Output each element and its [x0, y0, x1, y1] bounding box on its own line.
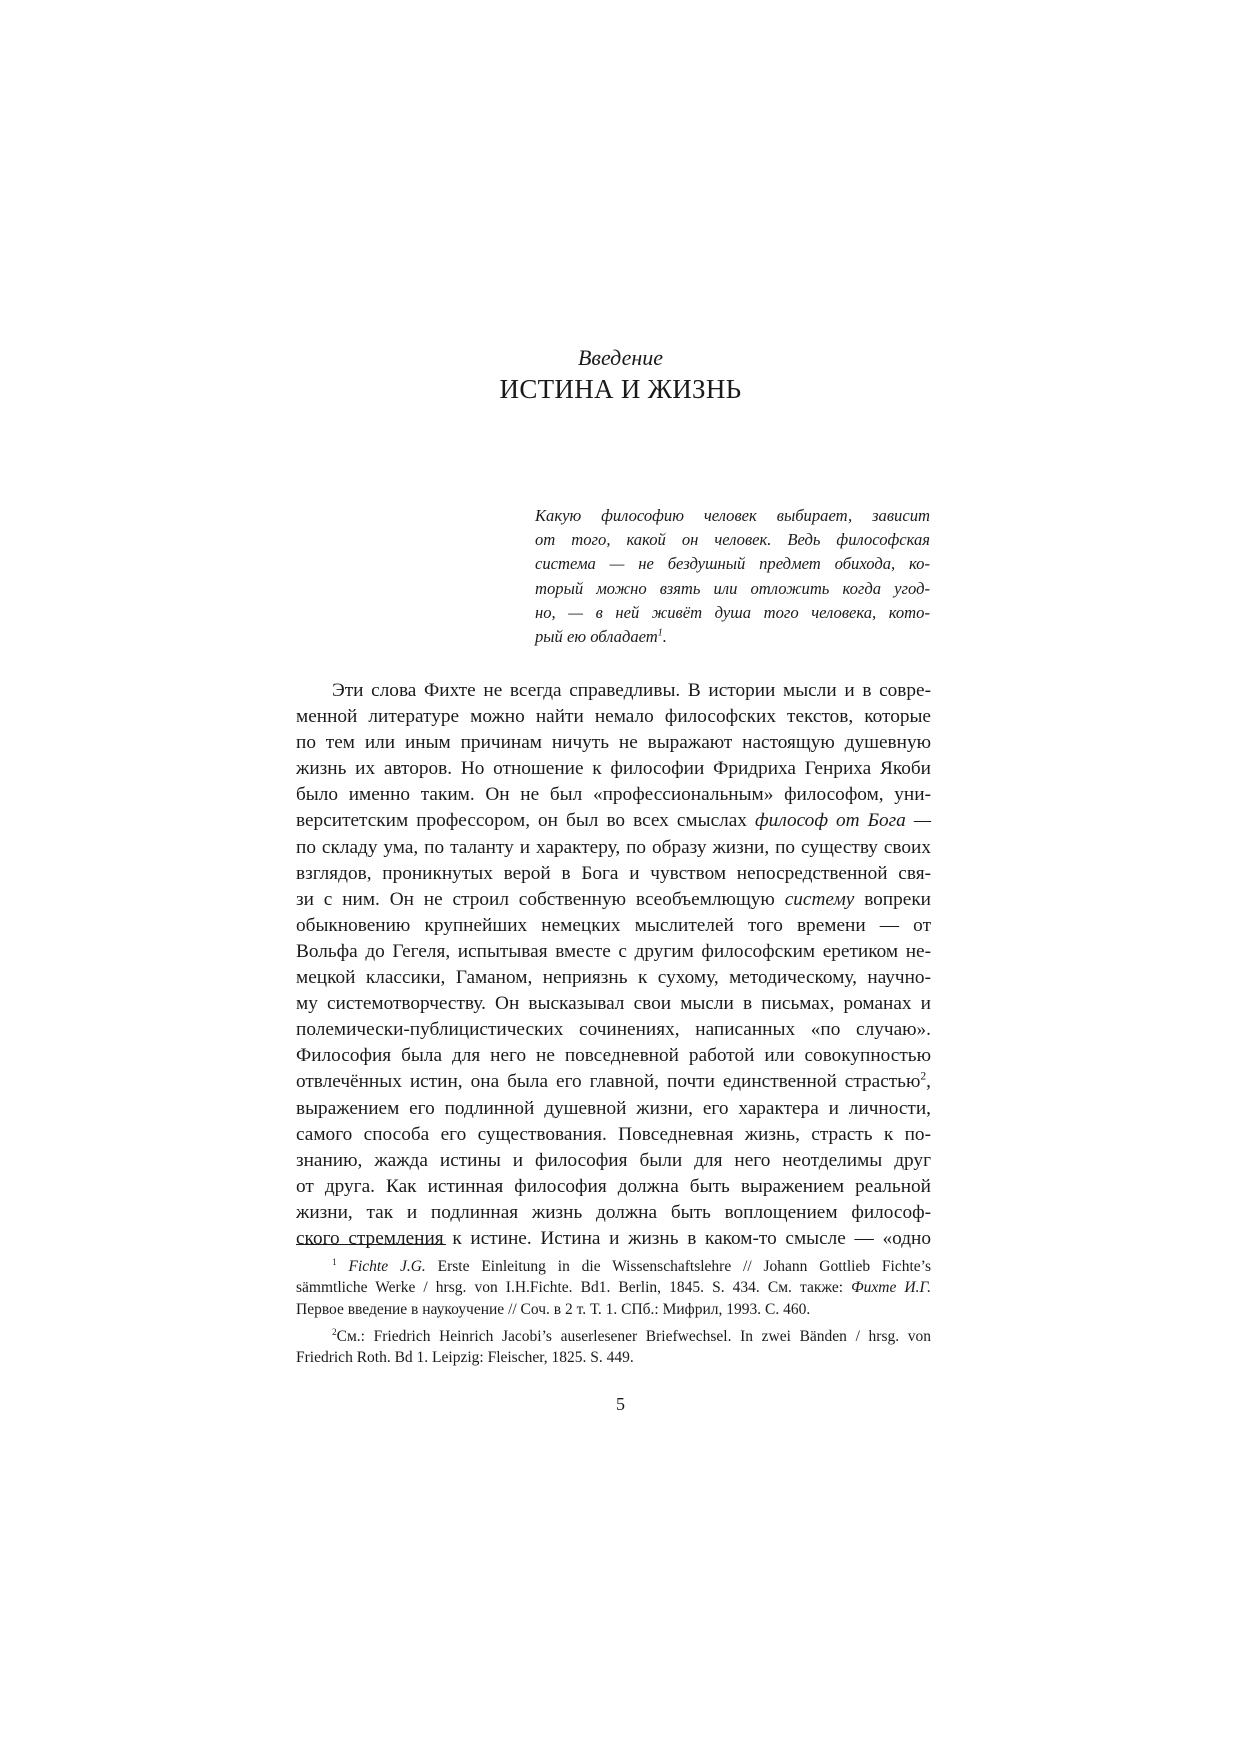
- footnote-line: [296, 1277, 931, 1298]
- text-line: самого способа его существования. Повседневная жизнь, страсть к по-: [296, 1123, 931, 1145]
- text-span: верситетским профессором, он был во всех смыслах: [296, 810, 747, 832]
- chapter-title: ИСТИНА И ЖИЗНЬ: [499, 374, 742, 404]
- epigraph-last-line: [535, 625, 930, 649]
- footnote-number: 1: [332, 1257, 337, 1268]
- text-line: было именно таким. Он не был «профессиональным» философом, уни-: [296, 784, 931, 806]
- emphasis: систему: [784, 888, 855, 910]
- epigraph-line: от того, какой он человек. Ведь философская: [535, 530, 930, 550]
- footnote-number: 2: [332, 1327, 337, 1338]
- text-span: См.: Friedrich Heinrich Jacobi’s auserlesener Briefwechsel. In zwei Bänden / hrsg. von: [336, 1327, 931, 1345]
- text-line: му системотворчеству. Он высказывал свои мысли в письмах, романах и: [296, 993, 931, 1015]
- text-line: по тем или иным причинам ничуть не выражают настоящую душевную: [296, 732, 931, 754]
- text-line: жизни, так и подлинная жизнь должна быть воплощением философ-: [296, 1201, 931, 1223]
- text-line: жизнь их авторов. Но отношение к философии Фридриха Генриха Якоби: [296, 758, 931, 780]
- text-line: полемически-публицистических сочинениях, написанных «по случаю».: [296, 1019, 931, 1041]
- epigraph-line: но, — в ней живёт душа того человека, кото-: [535, 602, 930, 622]
- footnote-ref-1: 1: [657, 627, 663, 639]
- text-span: ,: [926, 1071, 931, 1093]
- footnote-line: [296, 1326, 931, 1347]
- text-span: отвлечённых истин, она была его главной, почти единственной страстью: [296, 1071, 921, 1093]
- text-line: по складу ума, по таланту и характеру, по образу жизни, по существу своих: [296, 836, 931, 858]
- emphasis: философ от Бога —: [754, 810, 931, 832]
- text-line: менной литературе можно найти немало философских текстов, которые: [296, 706, 931, 728]
- epigraph-line: торый можно взять или отложить когда угод-: [535, 578, 930, 598]
- epigraph-line: рый ею обладает: [535, 627, 658, 647]
- page-number: 5: [616, 1394, 625, 1414]
- epigraph-period: .: [662, 627, 667, 647]
- epigraph-line: Какую философию человек выбирает, зависит: [535, 506, 930, 525]
- chapter-subtitle: Введение: [577, 345, 664, 370]
- text-line: Эти слова Фихте не всегда справедливы. В истории мысли и в совре-: [332, 680, 931, 701]
- chapter-heading: [0, 345, 1241, 405]
- epigraph: [535, 504, 930, 649]
- emphasis: Фихте И.Г.: [851, 1279, 932, 1297]
- footnotes: [296, 1256, 931, 1374]
- footnote-divider: [296, 1244, 446, 1245]
- text-line: от друга. Как истинная философия должна быть выражением реальной: [296, 1175, 931, 1197]
- text-line: знанию, жажда истины и философия были для него неотделимы друг: [296, 1149, 931, 1171]
- text-span: зи с ним. Он не строил собственную всеобъемлющую: [296, 888, 775, 910]
- text-line: Философия была для него не повседневной работой или совокупностью: [296, 1045, 931, 1067]
- text-line: обыкновению крупнейших немецких мыслителей того времени — от: [296, 914, 931, 936]
- text-span: вопреки: [864, 888, 932, 910]
- text-line: мецкой классики, Гаманом, неприязнь к сухому, методическому, научно-: [296, 967, 931, 989]
- epigraph-line: система — не бездушный предмет обихода, ко-: [535, 554, 930, 574]
- text-line: Вольфа до Гегеля, испытывая вместе с другим философским еретиком не-: [296, 940, 931, 962]
- footnote-ref-2: 2: [920, 1069, 927, 1083]
- footnote-line: Friedrich Roth. Bd 1. Leipzig: Fleischer, 1825. S. 449.: [296, 1349, 634, 1367]
- footnote-author: Fichte J.G.: [348, 1258, 426, 1275]
- footnote-2: [296, 1326, 931, 1369]
- text-line: выражением его подлинной душевной жизни, его характера и личности,: [296, 1097, 931, 1119]
- footnote-line: Первое введение в наукоучение // Соч. в 2 т. Т. 1. СПб.: Мифрил, 1993. С. 460.: [296, 1300, 811, 1318]
- text-line: взглядов, проникнутых верой в Бога и чувством непосредственной свя-: [296, 862, 931, 884]
- text-span: Erste Einleitung in die Wissenschaftslehre // Johann Gottlieb Fichte’s: [437, 1258, 932, 1275]
- footnote-line: [296, 1256, 931, 1277]
- text-line: [296, 887, 931, 913]
- text-span: sämmtliche Werke / hrsg. von I.H.Fichte. Bd1. Berlin, 1845. S. 434. См. также:: [296, 1279, 844, 1297]
- text-line: [296, 808, 931, 834]
- main-text: [296, 678, 931, 1252]
- text-line: ского стремления к истине. Истина и жизнь в каком-то смысле — «одно: [296, 1227, 931, 1249]
- footnote-1: [296, 1256, 931, 1320]
- text-line: [296, 1069, 931, 1095]
